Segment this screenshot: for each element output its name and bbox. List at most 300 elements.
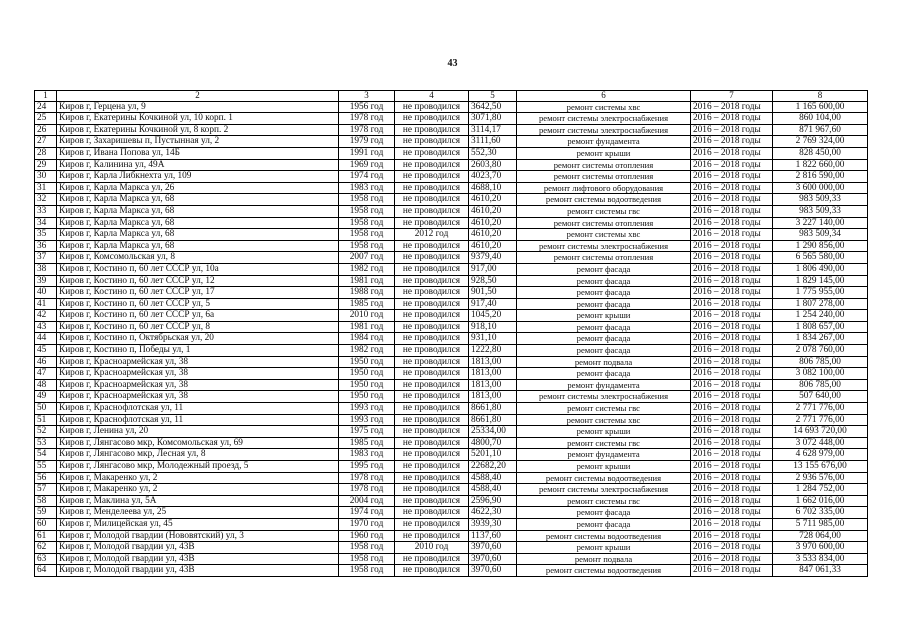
last-repair-cell: не проводился xyxy=(395,403,469,415)
address-cell: Киров г, Карла Маркса ул, 26 xyxy=(57,182,339,194)
row-number-cell: 36 xyxy=(35,240,57,252)
table-row xyxy=(35,368,868,380)
column-header: 2 xyxy=(57,91,339,102)
address-cell: Киров г, Костино п, 60 лет СССР ул, 17 xyxy=(57,287,339,299)
area-cell: 5201,10 xyxy=(469,449,517,461)
table-row xyxy=(35,437,868,449)
column-header: 5 xyxy=(469,91,517,102)
last-repair-cell: не проводился xyxy=(395,379,469,391)
last-repair-cell: не проводился xyxy=(395,368,469,380)
address-cell: Киров г, Молодой гвардии (Нововятский) ул, 3 xyxy=(57,530,339,542)
cost-cell: 1 775 955,00 xyxy=(773,287,868,299)
build-year-cell: 1991 год xyxy=(339,147,395,159)
address-cell: Киров г, Красноармейская ул, 38 xyxy=(57,379,339,391)
last-repair-cell: не проводился xyxy=(395,495,469,507)
build-year-cell: 2004 год xyxy=(339,495,395,507)
row-number-cell: 29 xyxy=(35,159,57,171)
area-cell: 3970,60 xyxy=(469,565,517,577)
build-year-cell: 1978 год xyxy=(339,472,395,484)
cost-cell: 2 771 776,00 xyxy=(773,403,868,415)
work-type-cell: ремонт фундамента xyxy=(517,379,691,391)
table-row xyxy=(35,356,868,368)
last-repair-cell: не проводился xyxy=(395,461,469,473)
cost-cell: 14 693 720,00 xyxy=(773,426,868,438)
last-repair-cell: не проводился xyxy=(395,159,469,171)
last-repair-cell: не проводился xyxy=(395,437,469,449)
build-year-cell: 1983 год xyxy=(339,449,395,461)
cost-cell: 806 785,00 xyxy=(773,356,868,368)
table-row xyxy=(35,391,868,403)
last-repair-cell: 2010 год xyxy=(395,542,469,554)
period-cell: 2016 – 2018 годы xyxy=(691,310,773,322)
table-row xyxy=(35,461,868,473)
cost-cell: 983 509,33 xyxy=(773,194,868,206)
area-cell: 917,40 xyxy=(469,298,517,310)
table-row xyxy=(35,495,868,507)
table-row xyxy=(35,553,868,565)
address-cell: Киров г, Красноармейская ул, 38 xyxy=(57,368,339,380)
address-cell: Киров г, Менделеева ул, 25 xyxy=(57,507,339,519)
cost-cell: 983 509,33 xyxy=(773,205,868,217)
last-repair-cell: не проводился xyxy=(395,321,469,333)
work-type-cell: ремонт лифтового оборудования xyxy=(517,182,691,194)
work-type-cell: ремонт фундамента xyxy=(517,449,691,461)
period-cell: 2016 – 2018 годы xyxy=(691,530,773,542)
area-cell: 552,30 xyxy=(469,147,517,159)
period-cell: 2016 – 2018 годы xyxy=(691,205,773,217)
table-row xyxy=(35,159,868,171)
area-cell: 3642,50 xyxy=(469,101,517,113)
build-year-cell: 1981 год xyxy=(339,321,395,333)
last-repair-cell: не проводился xyxy=(395,252,469,264)
period-cell: 2016 – 2018 годы xyxy=(691,217,773,229)
work-type-cell: ремонт системы гвс xyxy=(517,205,691,217)
column-header: 6 xyxy=(517,91,691,102)
address-cell: Киров г, Лянгасово мкр, Комсомольская ул, 69 xyxy=(57,437,339,449)
table-row xyxy=(35,287,868,299)
area-cell: 1813,00 xyxy=(469,368,517,380)
address-cell: Киров г, Молодой гвардии ул, 43В xyxy=(57,542,339,554)
table-row xyxy=(35,333,868,345)
cost-cell: 1 165 600,00 xyxy=(773,101,868,113)
last-repair-cell: не проводился xyxy=(395,310,469,322)
work-type-cell: ремонт крыши xyxy=(517,147,691,159)
period-cell: 2016 – 2018 годы xyxy=(691,542,773,554)
period-cell: 2016 – 2018 годы xyxy=(691,472,773,484)
last-repair-cell: не проводился xyxy=(395,426,469,438)
build-year-cell: 1956 год xyxy=(339,101,395,113)
build-year-cell: 1960 год xyxy=(339,530,395,542)
address-cell: Киров г, Карла Маркса ул, 68 xyxy=(57,205,339,217)
build-year-cell: 1974 год xyxy=(339,507,395,519)
period-cell: 2016 – 2018 годы xyxy=(691,159,773,171)
table-row xyxy=(35,182,868,194)
work-type-cell: ремонт подвала xyxy=(517,553,691,565)
row-number-cell: 35 xyxy=(35,229,57,241)
period-cell: 2016 – 2018 годы xyxy=(691,426,773,438)
build-year-cell: 1985 год xyxy=(339,437,395,449)
column-header: 4 xyxy=(395,91,469,102)
row-number-cell: 45 xyxy=(35,345,57,357)
cost-cell: 1 806 490,00 xyxy=(773,263,868,275)
last-repair-cell: не проводился xyxy=(395,263,469,275)
row-number-cell: 57 xyxy=(35,484,57,496)
build-year-cell: 1969 год xyxy=(339,159,395,171)
table-row xyxy=(35,507,868,519)
area-cell: 8661,80 xyxy=(469,414,517,426)
last-repair-cell: не проводился xyxy=(395,171,469,183)
table-row xyxy=(35,240,868,252)
table-row xyxy=(35,518,868,530)
last-repair-cell: не проводился xyxy=(395,530,469,542)
work-type-cell: ремонт системы хвс xyxy=(517,101,691,113)
build-year-cell: 1975 год xyxy=(339,426,395,438)
last-repair-cell: не проводился xyxy=(395,472,469,484)
row-number-cell: 48 xyxy=(35,379,57,391)
table-body xyxy=(35,91,868,577)
build-year-cell: 1958 год xyxy=(339,553,395,565)
period-cell: 2016 – 2018 годы xyxy=(691,252,773,264)
work-type-cell: ремонт фасада xyxy=(517,518,691,530)
address-cell: Киров г, Ленина ул, 20 xyxy=(57,426,339,438)
area-cell: 3071,80 xyxy=(469,113,517,125)
row-number-cell: 52 xyxy=(35,426,57,438)
row-number-cell: 27 xyxy=(35,136,57,148)
period-cell: 2016 – 2018 годы xyxy=(691,287,773,299)
row-number-cell: 41 xyxy=(35,298,57,310)
row-number-cell: 44 xyxy=(35,333,57,345)
period-cell: 2016 – 2018 годы xyxy=(691,171,773,183)
last-repair-cell: не проводился xyxy=(395,147,469,159)
period-cell: 2016 – 2018 годы xyxy=(691,345,773,357)
build-year-cell: 1984 год xyxy=(339,333,395,345)
area-cell: 4610,20 xyxy=(469,229,517,241)
work-type-cell: ремонт системы водоотведения xyxy=(517,472,691,484)
address-cell: Киров г, Калинина ул, 49А xyxy=(57,159,339,171)
work-type-cell: ремонт фасада xyxy=(517,263,691,275)
area-cell: 917,00 xyxy=(469,263,517,275)
repair-schedule-table xyxy=(34,90,868,577)
work-type-cell: ремонт системы электроснабжения xyxy=(517,113,691,125)
address-cell: Киров г, Красноармейская ул, 38 xyxy=(57,356,339,368)
area-cell: 4588,40 xyxy=(469,484,517,496)
cost-cell: 13 155 676,00 xyxy=(773,461,868,473)
period-cell: 2016 – 2018 годы xyxy=(691,449,773,461)
row-number-cell: 50 xyxy=(35,403,57,415)
build-year-cell: 1993 год xyxy=(339,403,395,415)
build-year-cell: 1978 год xyxy=(339,484,395,496)
area-cell: 1813,00 xyxy=(469,356,517,368)
last-repair-cell: не проводился xyxy=(395,240,469,252)
table-row xyxy=(35,426,868,438)
period-cell: 2016 – 2018 годы xyxy=(691,518,773,530)
work-type-cell: ремонт фасада xyxy=(517,345,691,357)
row-number-cell: 55 xyxy=(35,461,57,473)
address-cell: Киров г, Захаришевы п, Пустынная ул, 2 xyxy=(57,136,339,148)
last-repair-cell: не проводился xyxy=(395,414,469,426)
table-row xyxy=(35,194,868,206)
row-number-cell: 38 xyxy=(35,263,57,275)
cost-cell: 3 600 000,00 xyxy=(773,182,868,194)
cost-cell: 2 816 590,00 xyxy=(773,171,868,183)
table-row xyxy=(35,403,868,415)
area-cell: 4588,40 xyxy=(469,472,517,484)
build-year-cell: 1958 год xyxy=(339,542,395,554)
last-repair-cell: 2012 год xyxy=(395,229,469,241)
row-number-cell: 32 xyxy=(35,194,57,206)
row-number-cell: 37 xyxy=(35,252,57,264)
address-cell: Киров г, Костино п, 60 лет СССР ул, 8 xyxy=(57,321,339,333)
address-cell: Киров г, Лянгасово мкр, Лесная ул, 8 xyxy=(57,449,339,461)
area-cell: 1813,00 xyxy=(469,379,517,391)
area-cell: 22682,20 xyxy=(469,461,517,473)
table-row xyxy=(35,101,868,113)
area-cell: 1222,80 xyxy=(469,345,517,357)
build-year-cell: 1979 год xyxy=(339,136,395,148)
area-cell: 4688,10 xyxy=(469,182,517,194)
last-repair-cell: не проводился xyxy=(395,565,469,577)
build-year-cell: 2010 год xyxy=(339,310,395,322)
period-cell: 2016 – 2018 годы xyxy=(691,391,773,403)
area-cell: 4800,70 xyxy=(469,437,517,449)
area-cell: 918,10 xyxy=(469,321,517,333)
row-number-cell: 33 xyxy=(35,205,57,217)
period-cell: 2016 – 2018 годы xyxy=(691,414,773,426)
row-number-cell: 53 xyxy=(35,437,57,449)
work-type-cell: ремонт системы отопления xyxy=(517,171,691,183)
cost-cell: 1 284 752,00 xyxy=(773,484,868,496)
cost-cell: 5 711 985,00 xyxy=(773,518,868,530)
row-number-cell: 40 xyxy=(35,287,57,299)
table-row xyxy=(35,263,868,275)
cost-cell: 871 967,60 xyxy=(773,124,868,136)
area-cell: 1137,60 xyxy=(469,530,517,542)
table-row xyxy=(35,310,868,322)
work-type-cell: ремонт системы отопления xyxy=(517,252,691,264)
area-cell: 3970,60 xyxy=(469,553,517,565)
period-cell: 2016 – 2018 годы xyxy=(691,275,773,287)
work-type-cell: ремонт системы водоотведения xyxy=(517,530,691,542)
cost-cell: 1 290 856,00 xyxy=(773,240,868,252)
cost-cell: 2 936 576,00 xyxy=(773,472,868,484)
build-year-cell: 1988 год xyxy=(339,287,395,299)
row-number-cell: 34 xyxy=(35,217,57,229)
table-row xyxy=(35,252,868,264)
cost-cell: 1 834 267,00 xyxy=(773,333,868,345)
cost-cell: 983 509,34 xyxy=(773,229,868,241)
cost-cell: 806 785,00 xyxy=(773,379,868,391)
period-cell: 2016 – 2018 годы xyxy=(691,507,773,519)
row-number-cell: 64 xyxy=(35,565,57,577)
area-cell: 3114,17 xyxy=(469,124,517,136)
table-row xyxy=(35,298,868,310)
address-cell: Киров г, Екатерины Кочкиной ул, 8 корп. 2 xyxy=(57,124,339,136)
address-cell: Киров г, Костино п, 60 лет СССР ул, 10а xyxy=(57,263,339,275)
build-year-cell: 1950 год xyxy=(339,391,395,403)
cost-cell: 1 807 278,00 xyxy=(773,298,868,310)
address-cell: Киров г, Краснофлотская ул, 11 xyxy=(57,414,339,426)
cost-cell: 3 072 448,00 xyxy=(773,437,868,449)
cost-cell: 3 970 600,00 xyxy=(773,542,868,554)
period-cell: 2016 – 2018 годы xyxy=(691,461,773,473)
period-cell: 2016 – 2018 годы xyxy=(691,484,773,496)
cost-cell: 1 822 660,00 xyxy=(773,159,868,171)
work-type-cell: ремонт системы водоотведения xyxy=(517,565,691,577)
area-cell: 1813,00 xyxy=(469,391,517,403)
build-year-cell: 1970 год xyxy=(339,518,395,530)
work-type-cell: ремонт крыши xyxy=(517,461,691,473)
build-year-cell: 1978 год xyxy=(339,124,395,136)
address-cell: Киров г, Екатерины Кочкиной ул, 10 корп. 1 xyxy=(57,113,339,125)
build-year-cell: 1985 год xyxy=(339,298,395,310)
work-type-cell: ремонт фасада xyxy=(517,368,691,380)
area-cell: 901,50 xyxy=(469,287,517,299)
row-number-cell: 39 xyxy=(35,275,57,287)
period-cell: 2016 – 2018 годы xyxy=(691,240,773,252)
build-year-cell: 1958 год xyxy=(339,229,395,241)
work-type-cell: ремонт системы гвс xyxy=(517,437,691,449)
column-number-row xyxy=(35,91,868,102)
table-row xyxy=(35,147,868,159)
column-header: 3 xyxy=(339,91,395,102)
last-repair-cell: не проводился xyxy=(395,101,469,113)
address-cell: Киров г, Макаренко ул, 2 xyxy=(57,472,339,484)
build-year-cell: 1983 год xyxy=(339,182,395,194)
address-cell: Киров г, Молодой гвардии ул, 43В xyxy=(57,553,339,565)
table-row xyxy=(35,171,868,183)
period-cell: 2016 – 2018 годы xyxy=(691,298,773,310)
cost-cell: 1 808 657,00 xyxy=(773,321,868,333)
address-cell: Киров г, Комсомольская ул, 8 xyxy=(57,252,339,264)
cost-cell: 1 254 240,00 xyxy=(773,310,868,322)
area-cell: 4610,20 xyxy=(469,217,517,229)
cost-cell: 3 082 100,00 xyxy=(773,368,868,380)
build-year-cell: 1950 год xyxy=(339,379,395,391)
period-cell: 2016 – 2018 годы xyxy=(691,124,773,136)
area-cell: 3111,60 xyxy=(469,136,517,148)
address-cell: Киров г, Герцена ул, 9 xyxy=(57,101,339,113)
address-cell: Киров г, Костино п, 60 лет СССР ул, 12 xyxy=(57,275,339,287)
row-number-cell: 61 xyxy=(35,530,57,542)
area-cell: 928,50 xyxy=(469,275,517,287)
address-cell: Киров г, Костино п, Октябрьская ул, 20 xyxy=(57,333,339,345)
last-repair-cell: не проводился xyxy=(395,194,469,206)
area-cell: 931,10 xyxy=(469,333,517,345)
table-row xyxy=(35,530,868,542)
table-row xyxy=(35,542,868,554)
address-cell: Киров г, Макаренко ул, 2 xyxy=(57,484,339,496)
cost-cell: 4 628 979,00 xyxy=(773,449,868,461)
table-row xyxy=(35,414,868,426)
table-row xyxy=(35,124,868,136)
address-cell: Киров г, Краснофлотская ул, 11 xyxy=(57,403,339,415)
cost-cell: 2 771 776,00 xyxy=(773,414,868,426)
period-cell: 2016 – 2018 годы xyxy=(691,263,773,275)
area-cell: 1045,20 xyxy=(469,310,517,322)
build-year-cell: 1958 год xyxy=(339,205,395,217)
last-repair-cell: не проводился xyxy=(395,275,469,287)
cost-cell: 1 662 016,00 xyxy=(773,495,868,507)
area-cell: 3939,30 xyxy=(469,518,517,530)
build-year-cell: 1978 год xyxy=(339,113,395,125)
cost-cell: 2 078 760,00 xyxy=(773,345,868,357)
area-cell: 2603,80 xyxy=(469,159,517,171)
period-cell: 2016 – 2018 годы xyxy=(691,182,773,194)
row-number-cell: 62 xyxy=(35,542,57,554)
period-cell: 2016 – 2018 годы xyxy=(691,333,773,345)
cost-cell: 847 061,33 xyxy=(773,565,868,577)
last-repair-cell: не проводился xyxy=(395,113,469,125)
last-repair-cell: не проводился xyxy=(395,124,469,136)
address-cell: Киров г, Карла Маркса ул, 68 xyxy=(57,240,339,252)
area-cell: 25334,00 xyxy=(469,426,517,438)
row-number-cell: 28 xyxy=(35,147,57,159)
address-cell: Киров г, Костино п, Победы ул, 1 xyxy=(57,345,339,357)
work-type-cell: ремонт фасада xyxy=(517,333,691,345)
work-type-cell: ремонт системы водоотведения xyxy=(517,194,691,206)
cost-cell: 728 064,00 xyxy=(773,530,868,542)
period-cell: 2016 – 2018 годы xyxy=(691,403,773,415)
work-type-cell: ремонт фасада xyxy=(517,275,691,287)
work-type-cell: ремонт системы электроснабжения xyxy=(517,391,691,403)
build-year-cell: 1993 год xyxy=(339,414,395,426)
table-row xyxy=(35,484,868,496)
work-type-cell: ремонт фасада xyxy=(517,298,691,310)
period-cell: 2016 – 2018 годы xyxy=(691,101,773,113)
cost-cell: 6 565 580,00 xyxy=(773,252,868,264)
build-year-cell: 1958 год xyxy=(339,565,395,577)
address-cell: Киров г, Молодой гвардии ул, 43В xyxy=(57,565,339,577)
address-cell: Киров г, Костино п, 60 лет СССР ул, 6а xyxy=(57,310,339,322)
row-number-cell: 51 xyxy=(35,414,57,426)
work-type-cell: ремонт фасада xyxy=(517,321,691,333)
work-type-cell: ремонт системы гвс xyxy=(517,495,691,507)
area-cell: 4610,20 xyxy=(469,240,517,252)
work-type-cell: ремонт системы электроснабжения xyxy=(517,484,691,496)
work-type-cell: ремонт крыши xyxy=(517,426,691,438)
last-repair-cell: не проводился xyxy=(395,356,469,368)
row-number-cell: 56 xyxy=(35,472,57,484)
work-type-cell: ремонт системы электроснабжения xyxy=(517,124,691,136)
table-row xyxy=(35,275,868,287)
work-type-cell: ремонт крыши xyxy=(517,542,691,554)
period-cell: 2016 – 2018 годы xyxy=(691,229,773,241)
area-cell: 4610,20 xyxy=(469,194,517,206)
row-number-cell: 42 xyxy=(35,310,57,322)
address-cell: Киров г, Карла Либкнехта ул, 109 xyxy=(57,171,339,183)
row-number-cell: 25 xyxy=(35,113,57,125)
last-repair-cell: не проводился xyxy=(395,553,469,565)
address-cell: Киров г, Милицейская ул, 45 xyxy=(57,518,339,530)
last-repair-cell: не проводился xyxy=(395,217,469,229)
cost-cell: 3 227 140,00 xyxy=(773,217,868,229)
build-year-cell: 1950 год xyxy=(339,368,395,380)
column-header: 7 xyxy=(691,91,773,102)
row-number-cell: 31 xyxy=(35,182,57,194)
work-type-cell: ремонт крыши xyxy=(517,310,691,322)
work-type-cell: ремонт подвала xyxy=(517,356,691,368)
build-year-cell: 1981 год xyxy=(339,275,395,287)
last-repair-cell: не проводился xyxy=(395,391,469,403)
last-repair-cell: не проводился xyxy=(395,345,469,357)
row-number-cell: 24 xyxy=(35,101,57,113)
work-type-cell: ремонт системы гвс xyxy=(517,403,691,415)
table-row xyxy=(35,205,868,217)
cost-cell: 1 829 145,00 xyxy=(773,275,868,287)
work-type-cell: ремонт системы хвс xyxy=(517,414,691,426)
column-header: 1 xyxy=(35,91,57,102)
page-number: 43 xyxy=(447,58,458,69)
